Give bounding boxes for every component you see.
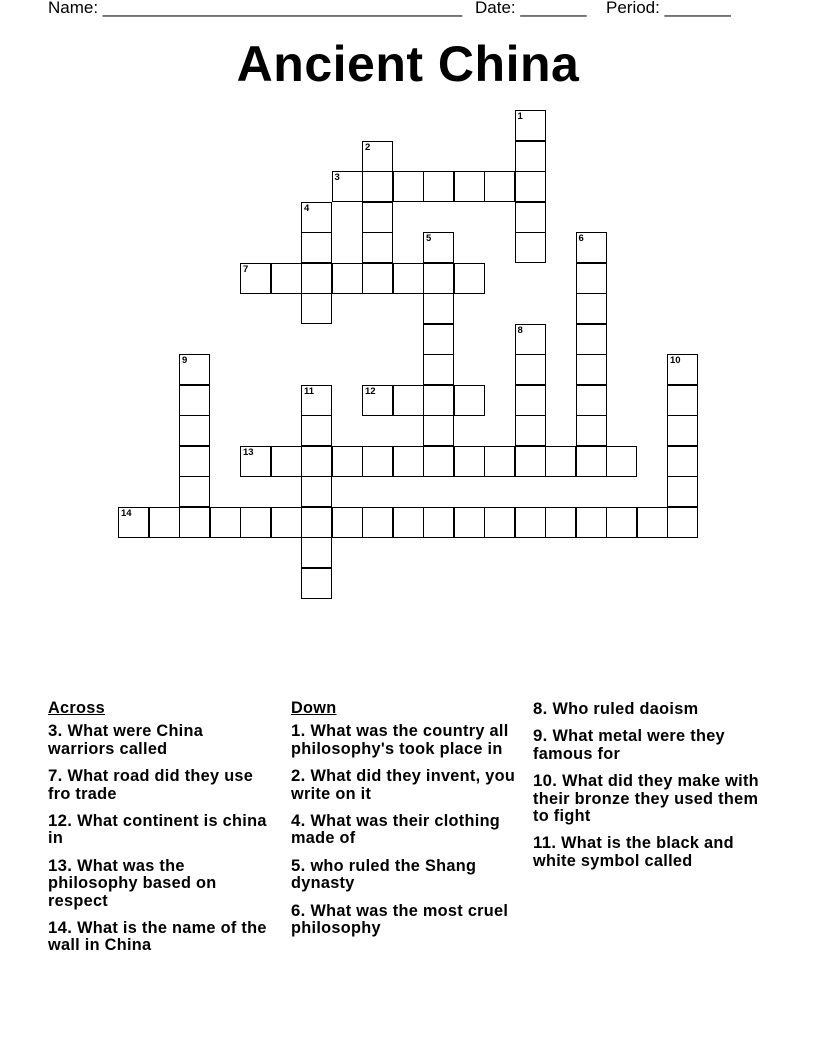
crossword-cell[interactable] xyxy=(576,232,607,263)
crossword-cell[interactable] xyxy=(423,446,454,477)
crossword-cell[interactable] xyxy=(301,568,332,599)
crossword-cell[interactable] xyxy=(515,110,546,141)
crossword-cell[interactable] xyxy=(454,446,485,477)
clue-number: 6 xyxy=(578,233,584,244)
crossword-cell[interactable] xyxy=(179,354,210,385)
crossword-cell[interactable] xyxy=(301,293,332,324)
clues-column-down-continued xyxy=(533,700,773,879)
clue-number: 2 xyxy=(365,141,371,153)
clue-down-4: 4. What was their clothing made of xyxy=(291,811,501,848)
crossword-cell[interactable] xyxy=(423,293,454,324)
crossword-cell[interactable] xyxy=(667,354,698,385)
clue-across-3: 3. What were China warriors called xyxy=(48,721,204,758)
crossword-cell[interactable] xyxy=(332,507,363,538)
crossword-cell[interactable] xyxy=(210,507,241,538)
clue-number: 3 xyxy=(334,172,340,183)
crossword-cell[interactable] xyxy=(545,446,576,477)
crossword-cell[interactable] xyxy=(332,263,363,294)
clue-number: 8 xyxy=(517,324,523,336)
crossword-cell[interactable] xyxy=(423,385,454,416)
clue-number: 12 xyxy=(365,385,376,397)
clue-number: 5 xyxy=(426,233,432,244)
crossword-cell[interactable] xyxy=(179,507,210,538)
crossword-cell[interactable] xyxy=(454,263,485,294)
crossword-cell[interactable] xyxy=(362,507,393,538)
crossword-cell[interactable] xyxy=(179,385,210,416)
clue-down-8: 8. Who ruled daoism xyxy=(533,699,699,718)
down-heading: Down xyxy=(291,699,337,717)
crossword-cell[interactable] xyxy=(393,263,424,294)
crossword-cell[interactable] xyxy=(576,293,607,324)
crossword-cell[interactable] xyxy=(271,446,302,477)
clue-down-11: 11. What is the black and white symbol called xyxy=(533,833,734,870)
clue-number: 14 xyxy=(121,507,132,519)
crossword-cell[interactable] xyxy=(271,507,302,538)
crossword-cell[interactable] xyxy=(423,507,454,538)
crossword-cell[interactable] xyxy=(423,415,454,446)
crossword-cell[interactable] xyxy=(515,202,546,233)
crossword-cell[interactable] xyxy=(362,171,393,202)
crossword-cell[interactable] xyxy=(240,263,271,294)
crossword-cell[interactable] xyxy=(423,324,454,355)
crossword-cell[interactable] xyxy=(576,354,607,385)
crossword-cell[interactable] xyxy=(515,415,546,446)
crossword-cell[interactable] xyxy=(393,507,424,538)
crossword-cell[interactable] xyxy=(515,232,546,263)
crossword-cell[interactable] xyxy=(362,263,393,294)
crossword-cell[interactable] xyxy=(301,537,332,568)
crossword-cell[interactable] xyxy=(454,507,485,538)
clue-across-14: 14. What is the name of the wall in China xyxy=(48,918,267,955)
clue-number: 1 xyxy=(517,111,523,122)
crossword-cell[interactable] xyxy=(515,507,546,538)
clue-down-1: 1. What was the country all philosophy's took place in xyxy=(291,721,509,758)
crossword-cell[interactable] xyxy=(301,232,332,263)
crossword-cell[interactable] xyxy=(667,446,698,477)
crossword-cell[interactable] xyxy=(301,263,332,294)
clues-column-across xyxy=(48,700,273,964)
crossword-cell[interactable] xyxy=(362,202,393,233)
crossword-cell[interactable] xyxy=(301,476,332,507)
crossword-cell[interactable] xyxy=(240,507,271,538)
period-field[interactable]: Period: _______ xyxy=(606,0,731,17)
clue-number: 13 xyxy=(243,446,254,458)
crossword-cell[interactable] xyxy=(179,476,210,507)
crossword-cell[interactable] xyxy=(423,232,454,263)
crossword-cell[interactable] xyxy=(484,171,515,202)
crossword-cell[interactable] xyxy=(667,476,698,507)
crossword-cell[interactable] xyxy=(179,446,210,477)
crossword-cell[interactable] xyxy=(515,141,546,172)
crossword-cell[interactable] xyxy=(118,507,149,538)
crossword-cell[interactable] xyxy=(179,415,210,446)
crossword-cell[interactable] xyxy=(576,446,607,477)
crossword-cell[interactable] xyxy=(667,385,698,416)
crossword-cell[interactable] xyxy=(576,263,607,294)
crossword-cell[interactable] xyxy=(393,385,424,416)
crossword-cell[interactable] xyxy=(393,446,424,477)
crossword-cell[interactable] xyxy=(515,446,546,477)
crossword-cell[interactable] xyxy=(301,415,332,446)
crossword-cell[interactable] xyxy=(454,171,485,202)
clue-number: 10 xyxy=(670,355,681,366)
crossword-cell[interactable] xyxy=(515,171,546,202)
clue-number: 9 xyxy=(182,355,188,366)
date-field[interactable]: Date: _______ xyxy=(475,0,587,17)
crossword-cell[interactable] xyxy=(576,385,607,416)
clue-number: 11 xyxy=(304,385,315,397)
crossword-cell[interactable] xyxy=(301,202,332,233)
crossword-cell[interactable] xyxy=(545,507,576,538)
crossword-cell[interactable] xyxy=(362,232,393,263)
crossword-cell[interactable] xyxy=(667,415,698,446)
crossword-cell[interactable] xyxy=(606,507,637,538)
page-title: Ancient China xyxy=(236,36,580,92)
crossword-cell[interactable] xyxy=(301,507,332,538)
across-heading: Across xyxy=(48,699,106,717)
crossword-cell[interactable] xyxy=(515,385,546,416)
header-fields xyxy=(48,0,748,18)
clue-down-9: 9. What metal were they famous for xyxy=(533,726,725,763)
crossword-cell[interactable] xyxy=(149,507,180,538)
crossword-cell[interactable] xyxy=(576,415,607,446)
crossword-cell[interactable] xyxy=(362,141,393,172)
clue-across-12: 12. What continent is china in xyxy=(48,811,267,848)
crossword-cell[interactable] xyxy=(515,354,546,385)
clue-down-2: 2. What did they invent, you write on it xyxy=(291,766,516,803)
crossword-cell[interactable] xyxy=(667,507,698,538)
crossword-cell[interactable] xyxy=(515,324,546,355)
clue-down-5: 5. who ruled the Shang dynasty xyxy=(291,855,477,893)
crossword-cell[interactable] xyxy=(423,171,454,202)
crossword-cell[interactable] xyxy=(576,324,607,355)
clue-down-6: 6. What was the most cruel philosophy xyxy=(291,900,509,938)
crossword-cell[interactable] xyxy=(606,446,637,477)
clue-across-7: 7. What road did they use fro trade xyxy=(48,766,254,803)
clue-number: 7 xyxy=(243,263,249,275)
crossword-cell[interactable] xyxy=(362,446,393,477)
crossword-cell[interactable] xyxy=(332,446,363,477)
crossword-cell[interactable] xyxy=(576,507,607,538)
name-field[interactable]: Name: ______________________________________ xyxy=(48,0,463,17)
crossword-cell[interactable] xyxy=(301,385,332,416)
crossword-cell[interactable] xyxy=(484,507,515,538)
crossword-cell[interactable] xyxy=(271,263,302,294)
crossword-cell[interactable] xyxy=(362,385,393,416)
clue-down-10: 10. What did they make with their bronze they used them to fight xyxy=(533,771,759,826)
crossword-cell[interactable] xyxy=(484,446,515,477)
clue-number: 4 xyxy=(304,202,310,214)
clues-column-down xyxy=(291,700,525,946)
crossword-cell[interactable] xyxy=(332,171,363,202)
crossword-cell[interactable] xyxy=(423,263,454,294)
crossword-cell[interactable] xyxy=(240,446,271,477)
crossword-cell[interactable] xyxy=(454,385,485,416)
crossword-cell[interactable] xyxy=(301,446,332,477)
crossword-cell[interactable] xyxy=(393,171,424,202)
crossword-cell[interactable] xyxy=(423,354,454,385)
clue-across-13: 13. What was the philosophy based on respect xyxy=(48,855,217,910)
crossword-cell[interactable] xyxy=(637,507,668,538)
